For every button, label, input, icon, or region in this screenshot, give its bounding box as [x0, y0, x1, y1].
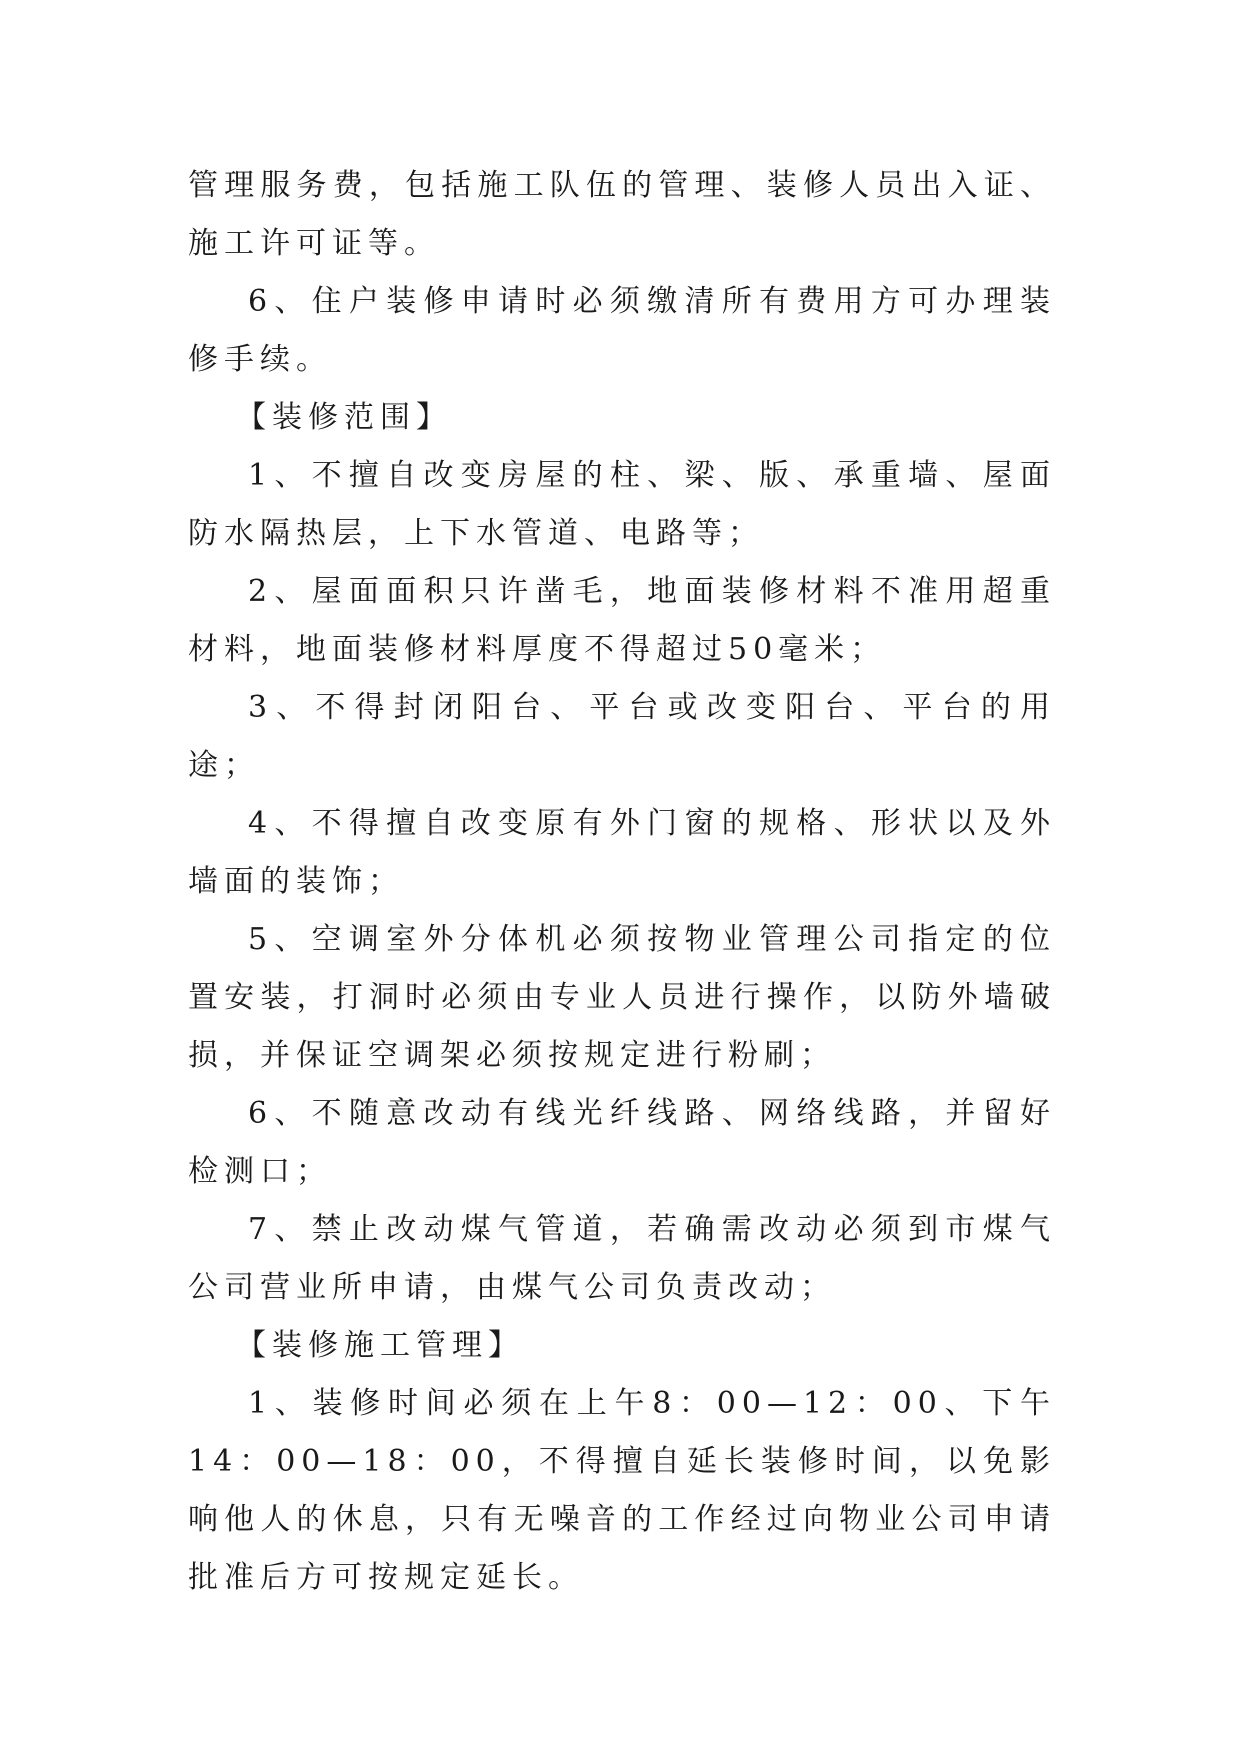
- paragraph-scope-item-7: 7、禁止改动煤气管道，若确需改动必须到市煤气公司营业所申请，由煤气公司负责改动；: [188, 1212, 1056, 1305]
- paragraph-scope-item-5: 5、空调室外分体机必须按物业管理公司指定的位置安装，打洞时必须由专业人员进行操作，以防外墙破损，并保证空调架必须按规定进行粉刷；: [188, 922, 1056, 1073]
- paragraph-scope-item-1: 1、不擅自改变房屋的柱、梁、版、承重墙、屋面防水隔热层，上下水管道、电路等；: [188, 458, 1056, 551]
- paragraph-construction-item-1: 1、装修时间必须在上午8：00—12：00、下午14：00—18：00，不得擅自延长装修时间，以免影响他人的休息，只有无噪音的工作经过向物业公司申请批准后方可按规定延长。: [188, 1386, 1056, 1595]
- paragraph-scope-item-3: 3、不得封闭阳台、平台或改变阳台、平台的用途；: [188, 690, 1056, 783]
- section-heading-scope: 【装修范围】: [236, 400, 452, 435]
- section-heading-construction-management: 【装修施工管理】: [236, 1328, 524, 1363]
- document-body: [188, 157, 1056, 1607]
- paragraph-scope-item-4: 4、不得擅自改变原有外门窗的规格、形状以及外墙面的装饰；: [188, 806, 1056, 899]
- paragraph-scope-item-6: 6、不随意改动有线光纤线路、网络线路，并留好检测口；: [188, 1096, 1056, 1189]
- paragraph-item-6-fees: 6、住户装修申请时必须缴清所有费用方可办理装修手续。: [188, 284, 1056, 377]
- paragraph-fee-continuation: 管理服务费，包括施工队伍的管理、装修人员出入证、施工许可证等。: [188, 168, 1056, 261]
- paragraph-scope-item-2: 2、屋面面积只许凿毛，地面装修材料不准用超重材料，地面装修材料厚度不得超过50毫米；: [188, 574, 1056, 667]
